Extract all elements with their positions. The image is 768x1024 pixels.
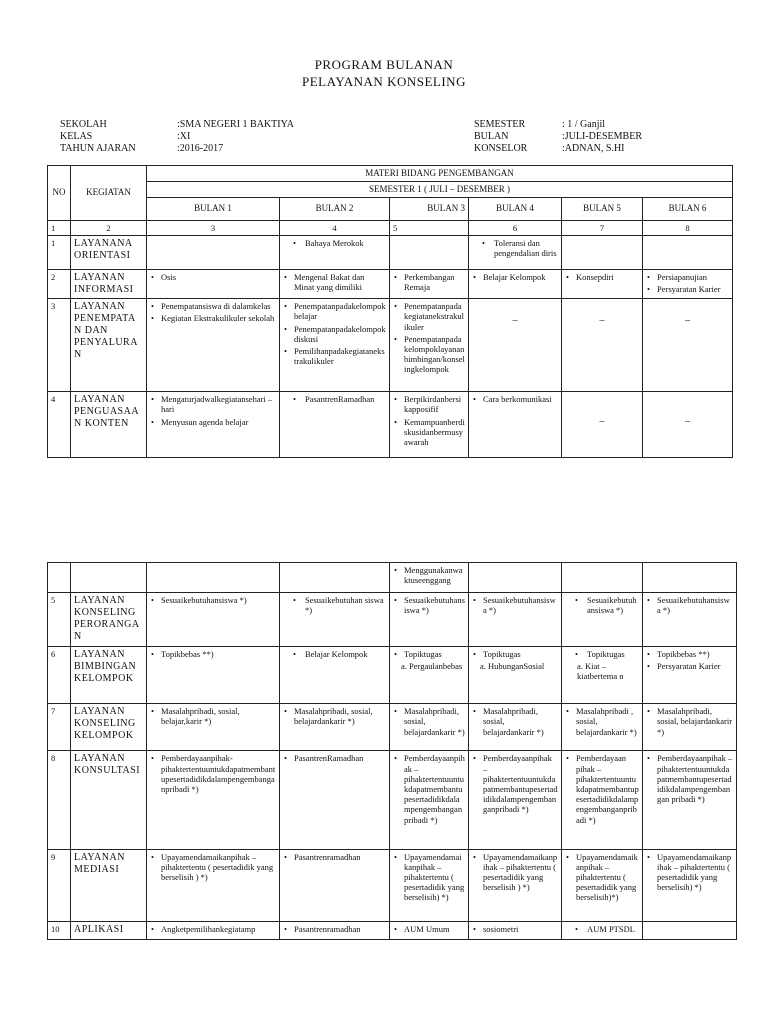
list-item: • Berpikirdanbersikapposifif <box>393 394 465 414</box>
cell-b3 <box>390 751 469 849</box>
cell-b2 <box>280 646 390 703</box>
cell-b2 <box>280 922 390 940</box>
empty-dash: – <box>599 315 605 327</box>
cell-b2 <box>280 269 390 298</box>
row-no: 10 <box>48 922 71 940</box>
cell-b3 <box>390 269 469 298</box>
cell-b6 <box>643 849 737 922</box>
list-item: • Toleransi dan pengendalian diris <box>472 238 558 258</box>
row-no: 5 <box>48 592 71 646</box>
header-kegiatan: KEGIATAN <box>71 166 147 221</box>
cell-b4 <box>469 269 562 298</box>
list-item: • Sesuaikebutuhansiswa *) <box>646 595 733 615</box>
list-item: • Pemberdayaanpihak – pihaktertentuuntukdapatmembantupesertadidikdalampengembanganpribadi *) <box>393 753 465 824</box>
cell-b2 <box>280 704 390 751</box>
program-table-page2 <box>47 562 737 940</box>
cell-b5 <box>562 922 643 940</box>
konselor-label: KONSELOR <box>474 143 528 154</box>
kelas-value: :XI <box>177 131 191 142</box>
cell-b5 <box>562 751 643 849</box>
cell-b3 <box>390 592 469 646</box>
list-item: • Masalahpribadi , sosial, belajardankarir *) <box>565 706 639 737</box>
header-no: NO <box>48 166 71 221</box>
cell-b5 <box>562 392 643 458</box>
cell-b4 <box>469 563 562 593</box>
row-kegiatan: LAYANAN INFORMASI <box>71 269 147 298</box>
semester-label: SEMESTER <box>474 119 526 130</box>
list-item: • Pemberdayaanpihak – pihaktertentuuntukdapatmembantupesertadidikdalampengembangan pribadi *) <box>646 753 733 804</box>
list-item: • Masalahpribadi, sosial, belajardankarir *) <box>283 706 386 726</box>
cell-b1 <box>147 849 280 922</box>
row-kegiatan <box>71 563 147 593</box>
row-kegiatan: LAYANAN MEDIASI <box>71 849 147 922</box>
list-item: • Penempatanpadakelompoklayananbimbingan/konselingkelompok <box>393 334 465 375</box>
list-item: • Menyusun agenda belajar <box>150 417 276 427</box>
cell-b5 <box>562 646 643 703</box>
row-kegiatan: LAYANAN KONSELING KELOMPOK <box>71 704 147 751</box>
table-row <box>48 849 737 922</box>
list-item: • Upayamendamaikanpihak – pihaktertentu ( pesertadidik yang berselisih ) *) <box>150 852 276 883</box>
bulan-value: :JULI-DESEMBER <box>562 131 642 142</box>
col-num-2: 2 <box>71 220 147 235</box>
cell-b4 <box>469 849 562 922</box>
cell-b1 <box>147 751 280 849</box>
cell-b2 <box>280 849 390 922</box>
konselor-value: :ADNAN, S.HI <box>562 143 625 154</box>
row-no: 1 <box>48 235 71 269</box>
cell-b6 <box>643 235 733 269</box>
table-row <box>48 563 737 593</box>
cell-b1 <box>147 592 280 646</box>
header-bulan-3: BULAN 3 <box>390 197 469 220</box>
cell-b2 <box>280 392 390 458</box>
row-no: 7 <box>48 704 71 751</box>
list-item: • Pemilihanpadakegiatanekstrakulikuler <box>283 346 386 366</box>
list-item: • Menggunakanwaktuseenggang <box>393 565 465 585</box>
list-item: • Mengenal Bakat dan Minat yang dimiliki <box>283 272 386 292</box>
cell-b6 <box>643 299 733 392</box>
table-row <box>48 235 733 269</box>
semester-value: : 1 / Ganjil <box>562 119 606 130</box>
list-item: • Konsepdiri <box>565 272 639 282</box>
bulan-label: BULAN <box>474 131 509 142</box>
cell-b1 <box>147 235 280 269</box>
row-kegiatan: LAYANANA ORIENTASI <box>71 235 147 269</box>
cell-b3 <box>390 849 469 922</box>
cell-b3 <box>390 704 469 751</box>
cell-b4 <box>469 751 562 849</box>
sub-item: a. Pergaulanbebas <box>401 661 463 672</box>
list-item: • Perkembangan Remaja <box>393 272 465 292</box>
empty-dash: – <box>685 416 691 428</box>
list-item: • PasantrenRamadhan <box>283 394 386 404</box>
cell-b2 <box>280 592 390 646</box>
tahun-value: :2016-2017 <box>177 143 224 154</box>
list-item: • Pemberdayaanpihak – pihaktertentuuntukdapatmembantupesertadidikdalampengembanganpribadi *) <box>472 753 558 814</box>
row-no: 4 <box>48 392 71 458</box>
list-item: • Masalahpribadi, sosial, belajardankarir *) <box>393 706 465 737</box>
cell-b6 <box>643 563 737 593</box>
row-no: 9 <box>48 849 71 922</box>
cell-b1 <box>147 392 280 458</box>
col-num-1: 1 <box>48 220 71 235</box>
row-no: 3 <box>48 299 71 392</box>
list-item: • Osis <box>150 272 276 282</box>
sekolah-label: SEKOLAH <box>60 119 107 130</box>
list-item: • Sesuaikebutuhansiswa *) <box>150 595 276 605</box>
empty-dash: – <box>512 315 518 327</box>
list-item: • Kemampuanberdiskusidanbermusyawarah <box>393 417 465 448</box>
cell-b3 <box>390 646 469 703</box>
document-title: PROGRAM BULANAN <box>314 57 454 72</box>
empty-dash: – <box>685 315 691 327</box>
row-kegiatan: LAYANAN PENEMPATA N DAN PENYALURA N <box>71 299 147 392</box>
row-kegiatan: LAYANAN KONSULTASI <box>71 751 147 849</box>
list-item: • Upayamendamaikanpihak – pihaktertentu ( pesertadidik yang berselisih) *) <box>393 852 465 903</box>
cell-b1 <box>147 704 280 751</box>
list-item: • Sesuaikebutuhansiswa *) <box>565 595 639 615</box>
list-item: • Persyaratan Karier <box>646 284 729 294</box>
column-number-row <box>48 220 733 235</box>
cell-b4 <box>469 646 562 703</box>
table-row <box>48 646 737 703</box>
cell-b5 <box>562 563 643 593</box>
header-bulan-1: BULAN 1 <box>147 197 280 220</box>
list-item: • Topiktugas <box>393 649 465 659</box>
row-kegiatan: APLIKASI <box>71 922 147 940</box>
list-item: • Pasantrenramadhan <box>283 852 386 862</box>
cell-b1 <box>147 563 280 593</box>
list-item: • Pasantrenramadhan <box>283 924 386 934</box>
cell-b5 <box>562 704 643 751</box>
list-item: • Topikbebas **) <box>150 649 276 659</box>
list-item: • Upayamendamaikanpihak – pihaktertentu ( pesertadidik yang berselisih ) *) <box>472 852 558 893</box>
info-left <box>60 119 460 159</box>
sekolah-value: :SMA NEGERI 1 BAKTIYA <box>177 119 294 130</box>
cell-b5 <box>562 849 643 922</box>
header-bulan-2: BULAN 2 <box>280 197 390 220</box>
header-materi: MATERI BIDANG PENGEMBANGAN <box>147 166 733 182</box>
list-item: • Cara berkomunikasi <box>472 394 558 404</box>
tahun-label: TAHUN AJARAN <box>60 143 136 154</box>
list-item: • Topiktugas <box>565 649 639 659</box>
list-item: • Mengaturjadwalkegiatansehari – hari <box>150 394 276 414</box>
list-item: • Sesuaikebutuhansiswa *) <box>393 595 465 615</box>
program-table-page1 <box>47 165 733 458</box>
row-no: 2 <box>48 269 71 298</box>
cell-b6 <box>643 751 737 849</box>
header-bulan-5: BULAN 5 <box>562 197 643 220</box>
table-row <box>48 751 737 849</box>
list-item: • sosiometri <box>472 924 558 934</box>
list-item: • Sesuaikebutuhan siswa *) <box>283 595 386 615</box>
list-item: • Masalahpribadi, sosial, belajardankarir *) <box>472 706 558 737</box>
cell-b2 <box>280 751 390 849</box>
cell-b6 <box>643 646 737 703</box>
cell-b4 <box>469 704 562 751</box>
list-item: • Masalahpribadi, sosial, belajardankarir *) <box>646 706 733 737</box>
sub-item: a. HubunganSosial <box>480 661 545 672</box>
list-item: • Penempatanpadakelompokbelajar <box>283 301 386 321</box>
list-item: • AUM PTSDL <box>565 924 639 934</box>
cell-b5 <box>562 299 643 392</box>
info-right <box>474 119 714 159</box>
row-no: 6 <box>48 646 71 703</box>
col-num-7: 7 <box>562 220 643 235</box>
empty-dash: – <box>599 416 605 428</box>
table-row <box>48 592 737 646</box>
cell-b2 <box>280 299 390 392</box>
cell-b2 <box>280 563 390 593</box>
list-item: • Penempatanpadakegiatanekstrakulikuler <box>393 301 465 332</box>
header-bulan-6: BULAN 6 <box>643 197 733 220</box>
col-num-8: 8 <box>643 220 733 235</box>
cell-b4 <box>469 299 562 392</box>
document-subtitle: PELAYANAN KONSELING <box>302 74 466 89</box>
cell-b4 <box>469 922 562 940</box>
col-num-5: 5 <box>390 220 469 235</box>
cell-b3 <box>390 392 469 458</box>
list-item: • Penempatansiswa di dalamkelas <box>150 301 276 311</box>
list-item: • Topiktugas <box>472 649 558 659</box>
cell-b6 <box>643 922 737 940</box>
cell-b4 <box>469 592 562 646</box>
table-row <box>48 392 733 458</box>
header-semester: SEMESTER 1 ( JULI – DESEMBER ) <box>147 181 733 197</box>
list-item: • Upayamendamaikanpihak – pihaktertentu ( pesertadidik yang berselisih) *) <box>646 852 733 893</box>
row-kegiatan: LAYANAN PENGUASAA N KONTEN <box>71 392 147 458</box>
cell-b1 <box>147 269 280 298</box>
list-item: • Belajar Kelompok <box>472 272 558 282</box>
list-item: • Pemberdayaan pihak – pihaktertentuuntukdapatmembantupesertadidikdalampengembanganpribadi *) <box>565 753 639 824</box>
list-item: • PasantrenRamadhan <box>283 753 386 763</box>
table-row <box>48 269 733 298</box>
col-num-6: 6 <box>469 220 562 235</box>
cell-b5 <box>562 235 643 269</box>
cell-b4 <box>469 235 562 269</box>
table-row <box>48 704 737 751</box>
cell-b3 <box>390 922 469 940</box>
table-row <box>48 299 733 392</box>
list-item: • Masalahpribadi, sosial, belajar,karir *) <box>150 706 276 726</box>
cell-b6 <box>643 392 733 458</box>
row-no: 8 <box>48 751 71 849</box>
list-item: • Belajar Kelompok <box>283 649 386 659</box>
list-item: • AUM Umum <box>393 924 465 934</box>
cell-b1 <box>147 922 280 940</box>
cell-b6 <box>643 592 737 646</box>
cell-b5 <box>562 269 643 298</box>
sub-item: a. Kiat – kiatbertema n <box>577 661 624 682</box>
col-num-4: 4 <box>280 220 390 235</box>
list-item: • Kegiatan Ekstrakulikuler sekolah <box>150 313 276 323</box>
table-row <box>48 922 737 940</box>
cell-b3 <box>390 299 469 392</box>
cell-b1 <box>147 299 280 392</box>
cell-b4 <box>469 392 562 458</box>
list-item: • Bahaya Merokok <box>283 238 386 248</box>
cell-b6 <box>643 269 733 298</box>
cell-b3 <box>390 235 469 269</box>
row-no <box>48 563 71 593</box>
cell-b2 <box>280 235 390 269</box>
list-item: • Persiapanujian <box>646 272 729 282</box>
list-item: • Penempatanpadakelompokdiskusi <box>283 324 386 344</box>
list-item: • Angketpemilihankegiatamp <box>150 924 276 934</box>
list-item: • Sesuaikebutuhansiswa *) <box>472 595 558 615</box>
cell-b6 <box>643 704 737 751</box>
row-kegiatan: LAYANAN BIMBINGAN KELOMPOK <box>71 646 147 703</box>
row-kegiatan: LAYANAN KONSELING PERORANGA N <box>71 592 147 646</box>
col-num-3: 3 <box>147 220 280 235</box>
cell-b3 <box>390 563 469 593</box>
list-item: • Pemberdayaanpihak-pihaktertentuuntukdapatmembantupesertadidikdalampengembanganpribadi *) <box>150 753 276 794</box>
list-item: • Persyaratan Karier <box>646 661 733 671</box>
cell-b5 <box>562 592 643 646</box>
list-item: • Topikbebas **) <box>646 649 733 659</box>
list-item: • Upayamendamaikanpihak – pihaktertentu ( pesertadidik yang berselisih)*) <box>565 852 639 903</box>
cell-b1 <box>147 646 280 703</box>
kelas-label: KELAS <box>60 131 93 142</box>
header-bulan-4: BULAN 4 <box>469 197 562 220</box>
